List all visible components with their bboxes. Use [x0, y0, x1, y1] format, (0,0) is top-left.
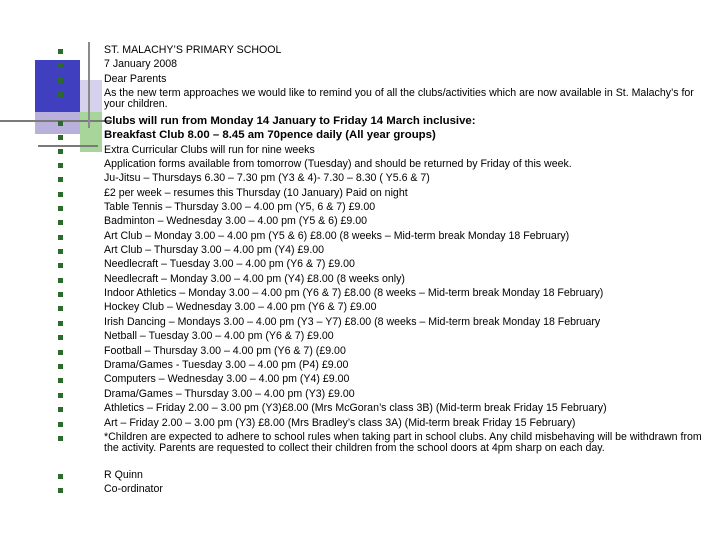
decorative-line: [88, 42, 90, 128]
bullet-icon: [58, 378, 63, 383]
bullet-icon: [58, 306, 63, 311]
bullet-icon: [58, 121, 63, 126]
bullet-icon: [58, 407, 63, 412]
bullet-icon: [58, 488, 63, 493]
decorative-lavender-square: [80, 80, 102, 112]
letter-date: 7 January 2008: [104, 58, 178, 70]
list-item-text: Drama/Games – Thursday 3.00 – 4.00 pm (Y3) £9.00: [104, 388, 355, 400]
list-item-text: Irish Dancing – Mondays 3.00 – 4.00 pm (Y3 – Y7) £8.00 (8 weeks – Mid-term break Monday 18 February: [104, 316, 601, 328]
list-item-text: Football – Thursday 3.00 – 4.00 pm (Y6 & 7) (£9.00: [104, 345, 346, 357]
school-name: ST. MALACHY’S PRIMARY SCHOOL: [104, 44, 282, 56]
bullet-icon: [58, 321, 63, 326]
list-item-text: Drama/Games - Tuesday 3.00 – 4.00 pm (P4) £9.00: [104, 359, 349, 371]
bullet-icon: [58, 163, 63, 168]
list-item-text: Badminton – Wednesday 3.00 – 4.00 pm (Y5 & 6) £9.00: [104, 215, 368, 227]
signatory-name: R Quinn: [104, 469, 143, 481]
bullet-icon: [58, 206, 63, 211]
signatory-title: Co-ordinator: [104, 483, 163, 495]
bullet-icon: [58, 335, 63, 340]
list-item-text: £2 per week – resumes this Thursday (10 January) Paid on night: [104, 187, 408, 199]
bullet-icon: [58, 177, 63, 182]
bullet-icon: [58, 249, 63, 254]
list-item-text: Computers – Wednesday 3.00 – 4.00 pm (Y4) £9.00: [104, 373, 350, 385]
bullet-icon: [58, 350, 63, 355]
bullet-icon: [58, 292, 63, 297]
bullet-icon: [58, 220, 63, 225]
list-item-text: Hockey Club – Wednesday 3.00 – 4.00 pm (Y6 & 7) £9.00: [104, 301, 377, 313]
bullet-icon: [58, 192, 63, 197]
bullet-icon: [58, 92, 63, 97]
list-item-text: Netball – Tuesday 3.00 – 4.00 pm (Y6 & 7) £9.00: [104, 330, 334, 342]
bullet-icon: [58, 149, 63, 154]
decorative-line: [0, 120, 112, 122]
list-item-text: Needlecraft – Monday 3.00 – 4.00 pm (Y4) £8.00 (8 weeks only): [104, 273, 405, 285]
bullet-icon: [58, 364, 63, 369]
list-item-text: Art – Friday 2.00 – 3.00 pm (Y3) £8.00 (Mrs Bradley’s class 3A) (Mid-term break Friday 15 February): [104, 417, 576, 429]
clubs-dates-heading: Clubs will run from Monday 14 January to Friday 14 March inclusive:: [104, 115, 476, 127]
bullet-icon: [58, 63, 63, 68]
list-item-text: Ju-Jitsu – Thursdays 6.30 – 7.30 pm (Y3 & 4)- 7.30 – 8.30 ( Y5.6 & 7): [104, 172, 430, 184]
bullet-icon: [58, 49, 63, 54]
decorative-line: [38, 145, 98, 147]
bullet-icon: [58, 263, 63, 268]
list-item-text: Extra Curricular Clubs will run for nine weeks: [104, 144, 315, 156]
list-item-text: Needlecraft – Tuesday 3.00 – 4.00 pm (Y6 & 7) £9.00: [104, 258, 355, 270]
list-item-text: Athletics – Friday 2.00 – 3.00 pm (Y3)£8.00 (Mrs McGoran’s class 3B) (Mid-term break Friday 15 February): [104, 402, 607, 414]
bullet-icon: [58, 78, 63, 83]
breakfast-club-heading: Breakfast Club 8.00 – 8.45 am 70pence daily (All year groups): [104, 129, 436, 141]
bullet-icon: [58, 474, 63, 479]
bullet-icon: [58, 422, 63, 427]
list-item-text: Art Club – Monday 3.00 – 4.00 pm (Y5 & 6) £8.00 (8 weeks – Mid-term break Monday 18 February): [104, 230, 570, 242]
list-item-text: Art Club – Thursday 3.00 – 4.00 pm (Y4) £9.00: [104, 244, 325, 256]
bullet-icon: [58, 436, 63, 441]
bullet-icon: [58, 135, 63, 140]
salutation: Dear Parents: [104, 73, 167, 85]
club-rules-note: *Children are expected to adhere to school rules when taking part in school clubs. Any child misbehaving will be withdrawn from the activity. Parents are requested to collect their children from the school doors at 4pm sharp on each day.: [104, 431, 702, 454]
list-item-text: Indoor Athletics – Monday 3.00 – 4.00 pm (Y6 & 7) £8.00 (8 weeks – Mid-term break Monday 18 February): [104, 287, 604, 299]
list-item-text: Table Tennis – Thursday 3.00 – 4.00 pm (Y5, 6 & 7) £9.00: [104, 201, 376, 213]
bullet-icon: [58, 235, 63, 240]
bullet-icon: [58, 393, 63, 398]
bullet-icon: [58, 278, 63, 283]
list-item-text: Application forms available from tomorrow (Tuesday) and should be returned by Friday of this week.: [104, 158, 572, 170]
intro-paragraph: As the new term approaches we would like to remind you of all the clubs/activities which are now available in St. Malachy’s for your children.: [104, 87, 694, 110]
